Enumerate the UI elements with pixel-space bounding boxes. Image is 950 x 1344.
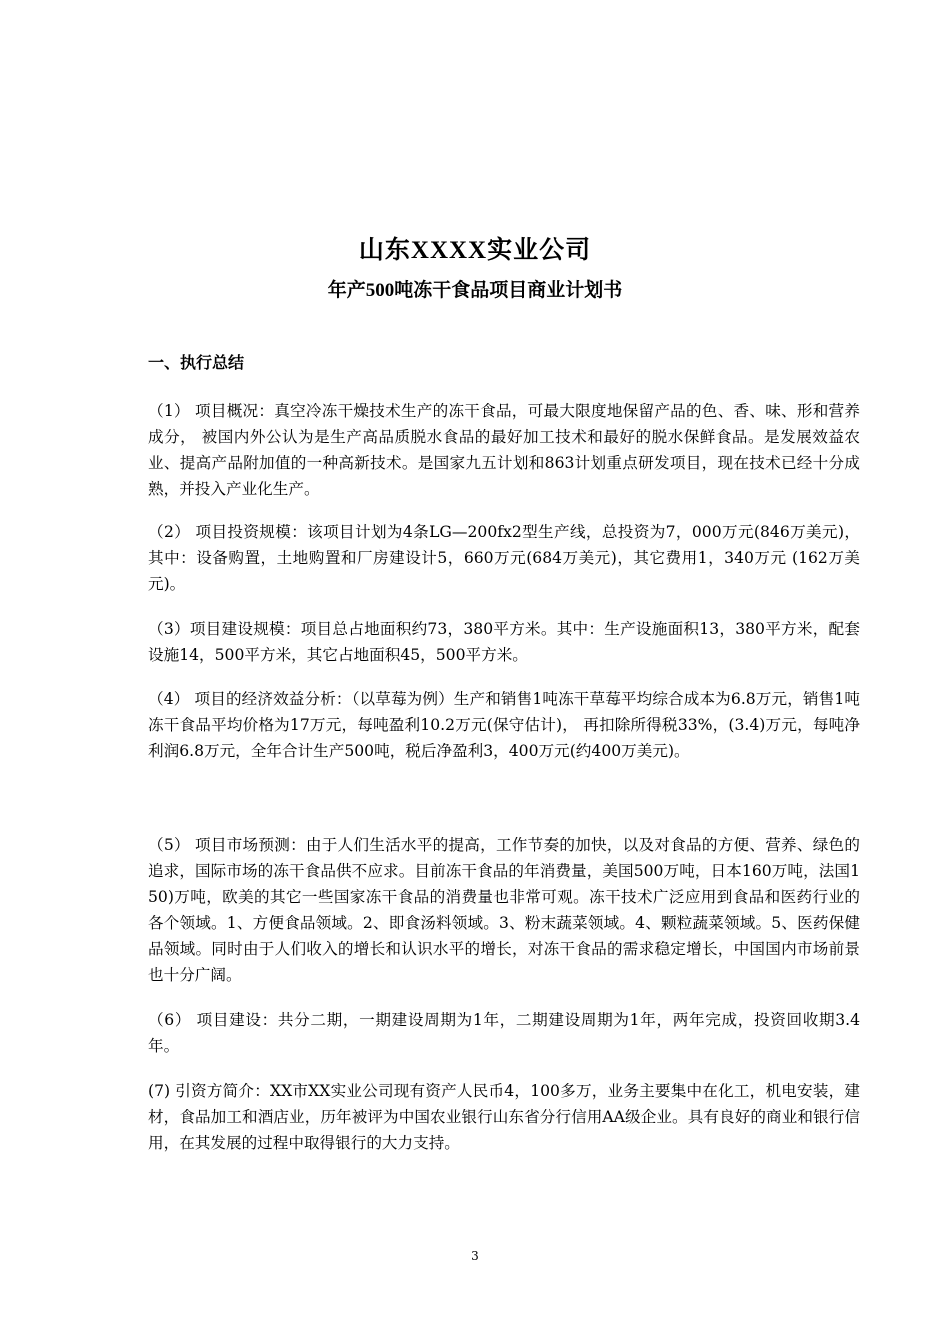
- paragraph-market-forecast: （5） 项目市场预测：由于人们生活水平的提高，工作节奏的加快，以及对食品的方便、营养、绿色的追求，国际市场的冻干食品供不应求。目前冻干食品的年消费量，美国500万吨，日本160万吨，法国150)万吨，欧美的其它一些国家冻干食品的消费量也非常可观。冻干技术广泛应用到食品和医药行业的各个领域。1、方便食品领域。2、即食汤料领域。3、粉末蔬菜领域。4、颗粒蔬菜领域。5、医药保健品领域。同时由于人们收入的增长和认识水平的增长，对冻干食品的需求稳定增长，中国国内市场前景也十分广阔。: [148, 836, 860, 984]
- paragraph-economic-analysis: （4） 项目的经济效益分析：（以草莓为例）生产和销售1吨冻干草莓平均综合成本为6.8万元，销售1吨冻干食品平均价格为17万元，每吨盈利10.2万元(保守估计)， 再扣除所得税33%，(3.4)万元，每吨净利润6.8万元，全年合计生产500吨，税后净盈利3，400万元(约400万美元)。: [148, 690, 860, 760]
- document-subtitle: 年产500吨冻干食品项目商业计划书: [327, 280, 623, 301]
- paragraph-construction-scale: （3）项目建设规模：项目总占地面积约73，380平方米。其中：生产设施面积13，380平方米，配套设施14，500平方米，其它占地面积45，500平方米。: [148, 620, 860, 664]
- company-title: 山东XXXX实业公司: [358, 237, 592, 264]
- paragraph-investor-profile: (7) 引资方简介：XX市XX实业公司现有资产人民币4，100多万，业务主要集中在化工，机电安装，建材，食品加工和酒店业，历年被评为中国农业银行山东省分行信用AA级企业。具有良好的商业和银行信用，在其发展的过程中取得银行的大力支持。: [148, 1082, 860, 1152]
- section-heading: 一、执行总结: [148, 353, 245, 372]
- page-number: 3: [471, 1249, 479, 1263]
- paragraph-project-overview: （1） 项目概况：真空冷冻干燥技术生产的冻干食品，可最大限度地保留产品的色、香、味、形和营养成分， 被国内外公认为是生产高品质脱水食品的最好加工技术和最好的脱水保鲜食品。是发展效益农业、提高产品附加值的一种高新技术。是国家九五计划和863计划重点研发项目，现在技术已经十分成熟，并投入产业化生产。: [148, 402, 860, 498]
- paragraph-project-construction: （6） 项目建设：共分二期，一期建设周期为1年，二期建设周期为1年，两年完成，投资回收期3.4年。: [148, 1011, 860, 1055]
- paragraph-investment-scale: （2） 项目投资规模：该项目计划为4条LG—200fx2型生产线，总投资为7，000万元(846万美元)，其中：设备购置，土地购置和厂房建设计5，660万元(684万美元)，其它费用1，340万元 (162万美元)。: [148, 523, 860, 593]
